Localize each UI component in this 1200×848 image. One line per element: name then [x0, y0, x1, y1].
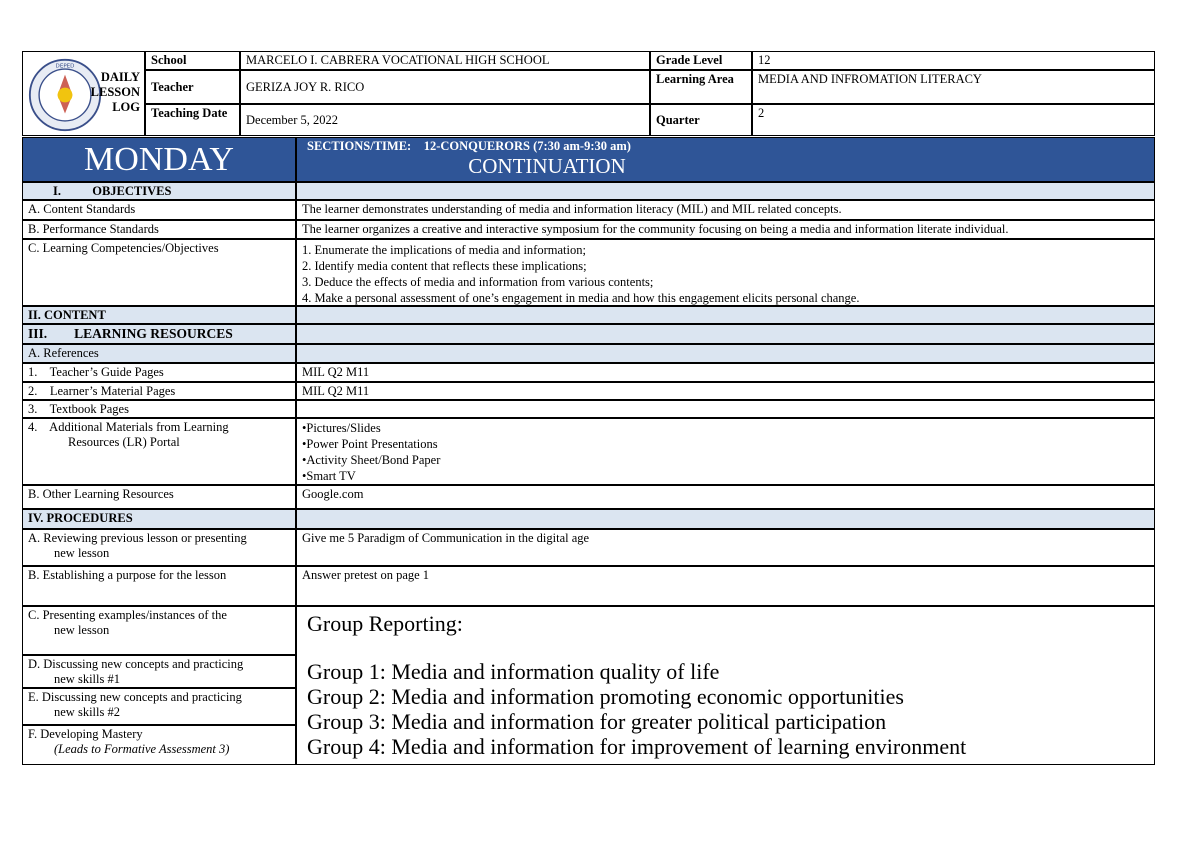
group-item: Group 1: Media and information quality of life: [307, 659, 720, 684]
proc-b-value: Answer pretest on page 1: [296, 566, 1155, 606]
proc-a-label: [22, 529, 296, 566]
date-label: Teaching Date: [145, 104, 240, 136]
proc-b-label: B. Establishing a purpose for the lesson: [22, 566, 296, 606]
day-title: MONDAY: [84, 141, 234, 178]
grade-label: Grade Level: [650, 51, 752, 70]
dll-line-1: DAILY: [100, 70, 140, 84]
performance-standards-label: B. Performance Standards: [22, 220, 296, 239]
proc-d-line-1: D. Discussing new concepts and practicing: [28, 657, 244, 671]
proc-e-label: [22, 688, 296, 725]
objectives-heading-right: [296, 182, 1155, 200]
content-standards-label: A. Content Standards: [22, 200, 296, 220]
lr-label-line-1: 4. Additional Materials from Learning: [28, 420, 229, 434]
proc-a-line-2: new lesson: [54, 546, 110, 560]
lm-value: MIL Q2 M11: [296, 382, 1155, 400]
performance-standards-value: The learner organizes a creative and interactive symposium for the community focusing on being a media and information literate individual.: [296, 220, 1155, 239]
other-resources-value: Google.com: [296, 485, 1155, 509]
content-standards-value: The learner demonstrates understanding of media and information literacy (MIL) and MIL related concepts.: [296, 200, 1155, 220]
tg-value: MIL Q2 M11: [296, 363, 1155, 382]
lr-item: •Smart TV: [302, 469, 356, 483]
tb-label: 3. Textbook Pages: [22, 400, 296, 418]
tg-label: 1. Teacher’s Guide Pages: [22, 363, 296, 382]
svg-text:DEPED: DEPED: [55, 63, 75, 70]
competency-item: 1. Enumerate the implications of media and information;: [302, 243, 586, 257]
day-banner: [22, 137, 296, 182]
proc-f-line-1: F. Developing Mastery: [28, 727, 143, 741]
proc-e-line-2: new skills #2: [54, 705, 120, 719]
proc-f-line-2: (Leads to Formative Assessment 3): [54, 742, 230, 756]
references-label: A. References: [22, 344, 296, 363]
sections-time: SECTIONS/TIME: 12-CONQUERORS (7:30 am-9:30 am): [307, 139, 631, 153]
group-reporting-title: Group Reporting:: [307, 611, 463, 636]
proc-d-line-2: new skills #1: [54, 672, 120, 686]
proc-c-line-1: C. Presenting examples/instances of the: [28, 608, 227, 622]
proc-c-line-2: new lesson: [54, 623, 110, 637]
learning-area-label: Learning Area: [650, 70, 752, 104]
lr-item: •Pictures/Slides: [302, 421, 381, 435]
group-item: Group 2: Media and information promoting economic opportunities: [307, 684, 904, 709]
date-value: December 5, 2022: [240, 104, 650, 136]
teacher-label: Teacher: [145, 70, 240, 104]
competencies-label: C. Learning Competencies/Objectives: [22, 239, 296, 306]
competency-item: 4. Make a personal assessment of one’s engagement in media and how this engagement elicits personal change.: [302, 291, 860, 305]
lr-item: •Power Point Presentations: [302, 437, 438, 451]
continuation-title: CONTINUATION: [468, 154, 626, 178]
objectives-heading: I. OBJECTIVES: [22, 182, 296, 200]
proc-f-label: [22, 725, 296, 765]
resources-heading: III. LEARNING RESOURCES: [22, 324, 296, 344]
proc-d-label: [22, 655, 296, 688]
lr-label-line-2: Resources (LR) Portal: [68, 435, 180, 449]
proc-a-line-1: A. Reviewing previous lesson or presenting: [28, 531, 247, 545]
proc-e-line-1: E. Discussing new concepts and practicing: [28, 690, 242, 704]
competency-item: 2. Identify media content that reflects these implications;: [302, 259, 587, 273]
competency-item: 3. Deduce the effects of media and information from various contents;: [302, 275, 654, 289]
school-label: School: [145, 51, 240, 70]
proc-c-label: [22, 606, 296, 655]
dll-line-3: LOG: [112, 100, 140, 114]
lm-label: 2. Learner’s Material Pages: [22, 382, 296, 400]
competencies-list: [296, 239, 1155, 306]
procedures-heading-right: [296, 509, 1155, 529]
proc-a-value: Give me 5 Paradigm of Communication in the digital age: [296, 529, 1155, 566]
learning-area-value: MEDIA AND INFROMATION LITERACY: [752, 70, 1155, 104]
dll-line-2: LESSON: [90, 85, 140, 99]
school-value: MARCELO I. CABRERA VOCATIONAL HIGH SCHOOL: [240, 51, 650, 70]
group-item: Group 3: Media and information for greater political participation: [307, 709, 887, 734]
sections-banner: [296, 137, 1155, 182]
other-resources-label: B. Other Learning Resources: [22, 485, 296, 509]
dll-label: [80, 70, 140, 115]
lr-portal-label: [22, 418, 296, 485]
references-right: [296, 344, 1155, 363]
group-reporting-cell: [296, 606, 1155, 765]
lr-portal-items: [296, 418, 1155, 485]
quarter-label: Quarter: [650, 104, 752, 136]
grade-value: 12: [752, 51, 1155, 70]
group-item: Group 4: Media and information for improvement of learning environment: [307, 734, 967, 759]
tb-value: [296, 400, 1155, 418]
content-heading: II. CONTENT: [22, 306, 296, 324]
procedures-heading: IV. PROCEDURES: [22, 509, 296, 529]
lr-item: •Activity Sheet/Bond Paper: [302, 453, 441, 467]
quarter-value: 2: [752, 104, 1155, 136]
content-heading-right: [296, 306, 1155, 324]
teacher-value: GERIZA JOY R. RICO: [240, 70, 650, 104]
resources-heading-right: [296, 324, 1155, 344]
